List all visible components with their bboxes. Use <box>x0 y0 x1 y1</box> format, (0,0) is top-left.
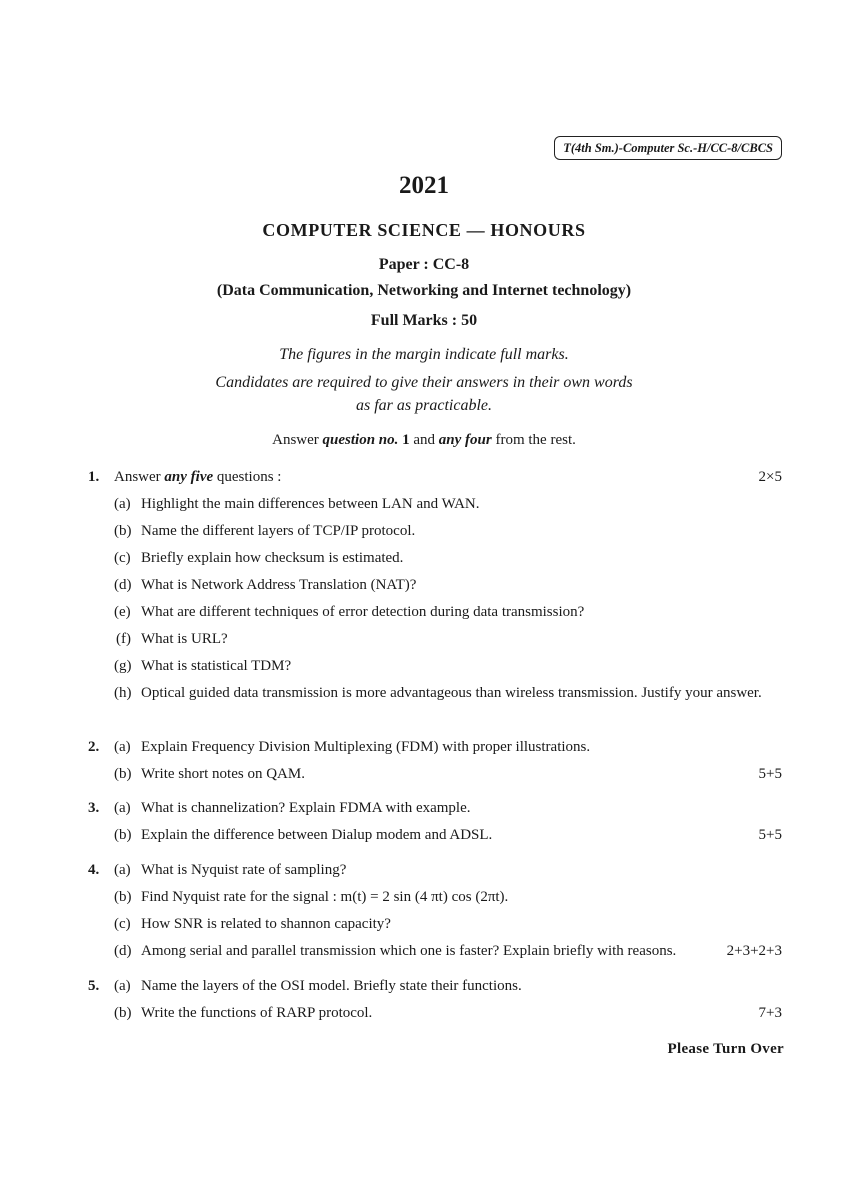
answer-any-four: any four <box>438 432 492 448</box>
question-number: 2. <box>88 739 100 755</box>
subquestion-text: Among serial and parallel transmission which one is faster? Explain briefly with reasons. <box>141 943 677 959</box>
subquestion-label: (e) <box>114 604 131 620</box>
instruction-note-3: as far as practicable. <box>356 397 492 414</box>
please-turn-over: Please Turn Over <box>667 1041 784 1057</box>
question-number: 4. <box>88 862 100 878</box>
subquestion-label: (a) <box>114 978 131 994</box>
subquestion-label: (a) <box>114 862 131 878</box>
subquestion-text: What are different techniques of error detection during data transmission? <box>141 604 585 620</box>
subquestion-text: Write the functions of RARP protocol. <box>141 1005 373 1021</box>
subquestion-text: Find Nyquist rate for the signal : m(t) = 2 sin (4 πt) cos (2πt). <box>141 889 509 905</box>
intro-emph: any five <box>164 469 214 485</box>
question-number: 3. <box>88 800 100 816</box>
subquestion-text: Write short notes on QAM. <box>141 766 305 782</box>
subquestion-text: What is statistical TDM? <box>141 658 292 674</box>
intro-post: questions : <box>216 469 282 485</box>
subquestion-text: What is channelization? Explain FDMA with example. <box>141 800 471 816</box>
subquestion-text: What is URL? <box>141 631 228 647</box>
subject-title: COMPUTER SCIENCE — HONOURS <box>262 220 586 240</box>
subquestion-text: Briefly explain how checksum is estimated. <box>141 550 404 566</box>
subquestion-label: (h) <box>114 685 132 701</box>
answer-instruction <box>0 432 848 449</box>
question-marks: 2×5 <box>758 469 782 485</box>
subquestion-label: (d) <box>114 577 132 593</box>
exam-year: 2021 <box>399 172 449 199</box>
subquestion-label: (b) <box>114 827 132 843</box>
subquestion-label: (c) <box>114 550 131 566</box>
subquestion-label: (b) <box>114 523 132 539</box>
intro-pre: Answer <box>114 469 161 485</box>
subquestion-label: (g) <box>114 658 132 674</box>
paper-subtitle: (Data Communication, Networking and Internet technology) <box>216 282 632 299</box>
question-marks: 5+5 <box>758 827 782 843</box>
subquestion-text: Name the different layers of TCP/IP protocol. <box>141 523 416 539</box>
subquestion-text: Name the layers of the OSI model. Briefly state their functions. <box>141 978 522 994</box>
subquestion-label: (f) <box>116 631 131 647</box>
answer-one: 1 <box>402 432 410 448</box>
subquestion-label: (a) <box>114 800 131 816</box>
answer-post: from the rest. <box>495 432 576 448</box>
subquestion-label: (c) <box>114 916 131 932</box>
paper-code-box: T(4th Sm.)-Computer Sc.-H/CC-8/CBCS <box>554 136 782 160</box>
question-marks: 5+5 <box>758 766 782 782</box>
question-number: 5. <box>88 978 100 994</box>
subquestion-text: How SNR is related to shannon capacity? <box>141 916 391 932</box>
subquestion-text: What is Network Address Translation (NAT)? <box>141 577 417 593</box>
subquestion-text: Highlight the main differences between LAN and WAN. <box>141 496 480 512</box>
paper-code: Paper : CC-8 <box>378 256 470 273</box>
answer-and: and <box>413 432 436 448</box>
subquestion-label: (d) <box>114 943 132 959</box>
instruction-note-1: The figures in the margin indicate full marks. <box>279 346 569 363</box>
subquestion-label: (b) <box>114 889 132 905</box>
subquestion-label: (a) <box>114 739 131 755</box>
subquestion-label: (b) <box>114 1005 132 1021</box>
subquestion-text: Optical guided data transmission is more advantageous than wireless transmission. Justify your answer. <box>141 685 762 701</box>
subquestion-label: (a) <box>114 496 131 512</box>
question-number: 1. <box>88 469 100 485</box>
answer-pre: Answer <box>272 432 319 448</box>
answer-question-no: question no. <box>322 432 399 448</box>
subquestion-text: What is Nyquist rate of sampling? <box>141 862 347 878</box>
question-intro <box>114 468 281 487</box>
full-marks: Full Marks : 50 <box>370 312 478 329</box>
subquestion-label: (b) <box>114 766 132 782</box>
question-marks: 7+3 <box>758 1005 782 1021</box>
subquestion-text: Explain Frequency Division Multiplexing (FDM) with proper illustrations. <box>141 739 591 755</box>
instruction-note-2: Candidates are required to give their answers in their own words <box>215 374 633 391</box>
question-marks: 2+3+2+3 <box>726 943 782 959</box>
subquestion-text: Explain the difference between Dialup modem and ADSL. <box>141 827 493 843</box>
